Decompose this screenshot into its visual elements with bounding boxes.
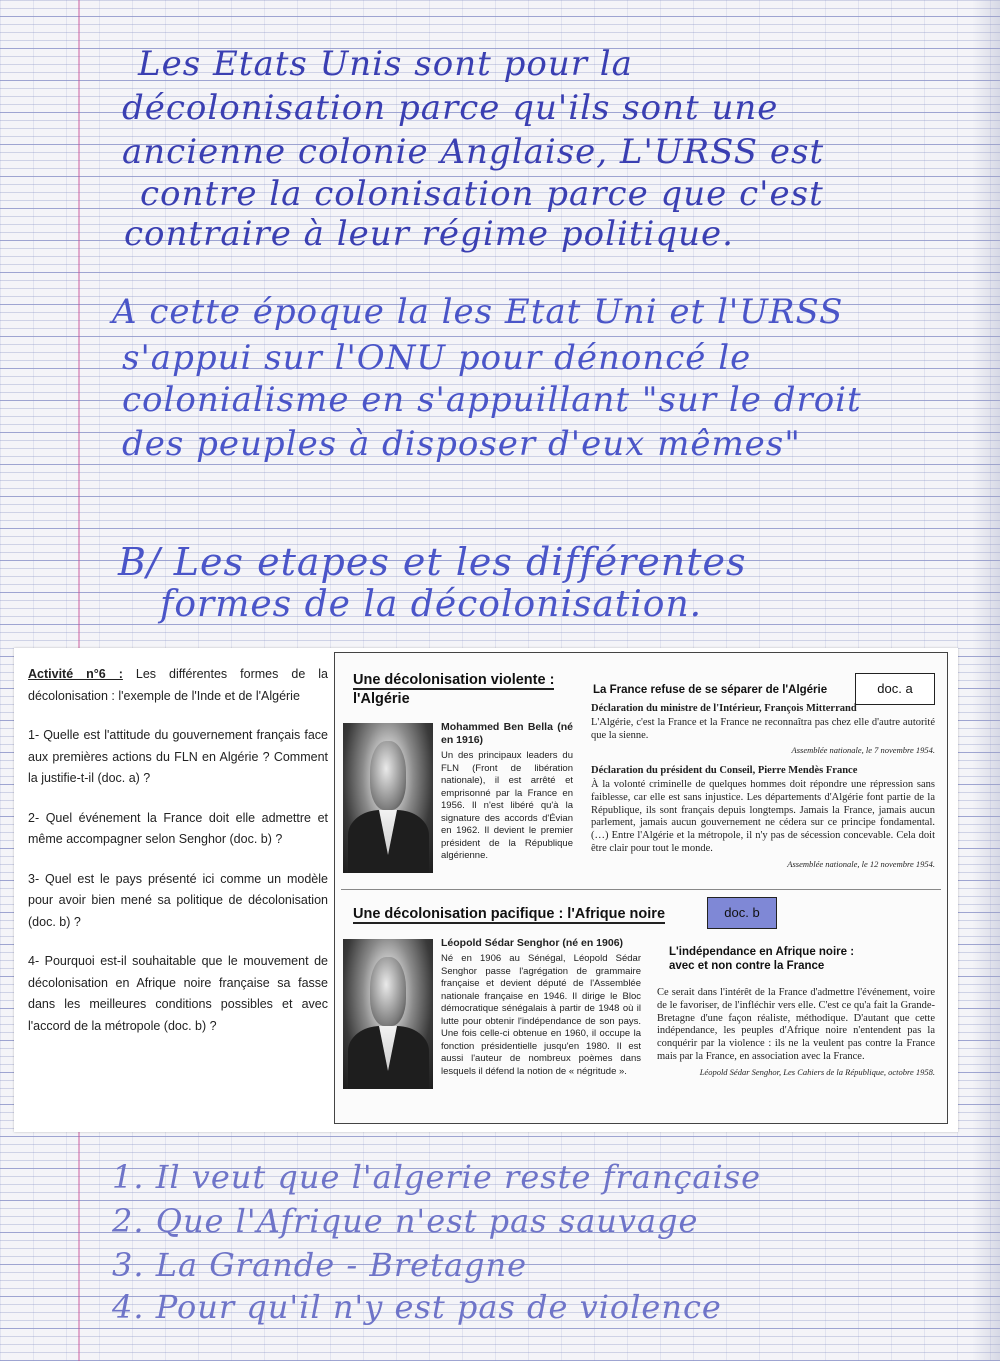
quote-2-source: Assemblée nationale, le 12 novembre 1954. [787,858,935,869]
handwritten-line-4: contre la colonisation parce que c'est [140,174,824,214]
quote-1-text: L'Algérie, c'est la France et la France ne reconnaîtra pas chez elle d'autre autorité que la sienne. [591,716,935,741]
doc-a-title [353,671,554,709]
handwritten-line-8: colonialisme en s'appuillant "sur le droit [122,380,862,420]
handwritten-line-2: décolonisation parce qu'ils sont une [122,88,779,128]
answer-4: 4. Pour qu'il n'y est pas de violence [112,1288,722,1326]
activity-intro [28,664,328,707]
doc-a-title-line-1: Une décolonisation violente : [353,672,555,688]
answer-3: 3. La Grande - Bretagne [112,1246,528,1284]
doc-b-subtitle-line-1: L'indépendance en Afrique noire : [669,946,855,958]
activity-intro-text: Les différentes formes de la décolonisation : l'exemple de l'Inde et de l'Algérie [28,667,328,703]
ben-bella-name: Mohammed Ben Bella (né en 1916) [441,721,573,746]
doc-b-subtitle [669,945,929,973]
ben-bella-bio [441,721,573,863]
question-1: 1- Quelle est l'attitude du gouvernement français face aux premières actions du FLN en Algérie ? Comment la justifie-t-il (doc. a) ? [28,728,328,785]
senghor-name: Léopold Sédar Senghor (né en 1906) [441,937,624,949]
doc-a-title-line-2: l'Algérie [353,691,410,707]
doc-b-quote [657,987,935,1087]
handwritten-line-3: ancienne colonie Anglaise, L'URSS est [122,132,825,172]
senghor-bio-text: Né en 1906 au Sénégal, Léopold Sédar Senghor passe l'agrégation de grammaire française et devient député de l'Assemblée nationale française en 1946. Il dirige le Bloc démocratique sénégalais à partir de 1948 où il lutte pour obtenir l'indépendance de son pays. Une fois celle-ci obtenue en 1960, il occupe la fonction présidentielle jusqu'en 1980. Il est aussi l'auteur de nombreux poèmes dans lesquels il défend la notion de « négritude ». [441,953,641,1077]
handwritten-line-5: contraire à leur régime politique. [124,214,734,254]
handwritten-line-6: A cette époque la les Etat Uni et l'URSS [112,292,844,332]
doc-a-quotes [591,703,935,879]
quote-1-source: Assemblée nationale, le 7 novembre 1954. [791,745,935,756]
page-edge [972,0,1000,1361]
doc-b-label: doc. b [707,897,777,929]
senghor-quote-text: Ce serait dans l'intérêt de la France d'admettre l'événement, voire de le favoriser, de l'infléchir vers elle. C'est ce qu'a fait la Grande-Bretagne d'une façon réaliste, méthodique. D'autant que cette indépendance, les peuples d'Afrique noire n'entendent pas la conquérir par la violence : ils ne la veulent pas contre la France mais par la France, en association avec la France. [657,987,935,1062]
question-3: 3- Quel est le pays présenté ici comme un modèle pour avoir bien mené sa politique de décolonisation (doc. b) ? [28,871,328,929]
doc-b-title [353,905,665,924]
senghor-photo [343,939,433,1089]
answer-1: 1. Il veut que l'algerie reste française [112,1158,762,1196]
senghor-quote-source: Léopold Sédar Senghor, Les Cahiers de la République, octobre 1958. [699,1066,935,1077]
documents-panel [334,652,948,1124]
doc-divider [341,889,941,890]
quote-2-text: À la volonté criminelle de quelques hommes doit répondre une répression sans faiblesse, car elle est sans injustice. Les départements d'Algérie font partie de la République, ils sont français depuis longtemps. Jamais la France, jamais aucun parlement, jamais aucun gouvernement ne cédera sur ce principe fondamental. (…) Entre l'Algérie et la métropole, il n'y pas de sécession concevable. Cela doit être clair pour tout le monde. [591,778,935,854]
section-heading-line-1: B/ Les etapes et les différentes [118,540,747,584]
handwritten-line-9: des peuples à disposer d'eux mêmes" [122,424,801,464]
ben-bella-photo [343,723,433,873]
handwritten-line-1: Les Etats Unis sont pour la [138,44,633,84]
handwritten-line-7: s'appui sur l'ONU pour dénoncé le [122,338,752,378]
question-4: 4- Pourquoi est-il souhaitable que le mouvement de décolonisation en Afrique noire française sa fasse dans les meilleures conditions possibles et avec l'accord de la métropole (doc. b) ? [28,954,328,1033]
question-2: 2- Quel événement la France doit elle admettre et même accompagner selon Senghor (doc. b) ? [28,810,328,846]
senghor-bio [441,937,641,1078]
doc-a-label: doc. a [855,673,935,705]
doc-a-subtitle: La France refuse de se séparer de l'Algérie [593,684,828,696]
section-heading-line-2: formes de la décolonisation. [160,584,703,625]
quote-1-head: Déclaration du ministre de l'Intérieur, François Mitterrand [591,703,857,714]
doc-b-title-text: Une décolonisation pacifique : l'Afrique noire [353,906,666,922]
activity-label: Activité n°6 : [28,667,123,681]
activity-questions [28,664,328,1055]
doc-b-subtitle-line-2: avec et non contre la France [669,960,825,972]
quote-2-head: Déclaration du président du Conseil, Pierre Mendès France [591,765,858,777]
activity-sheet [14,648,958,1132]
ben-bella-bio-text: Un des principaux leaders du FLN (Front de libération nationale), il est arrêté et emprisonné par la France en 1956. Il n'est libéré qu'à la signature des accords d'Évian en 1962. Il devient le premier président de la République algérienne. [441,750,573,861]
answer-2: 2. Que l'Afrique n'est pas sauvage [112,1202,699,1240]
